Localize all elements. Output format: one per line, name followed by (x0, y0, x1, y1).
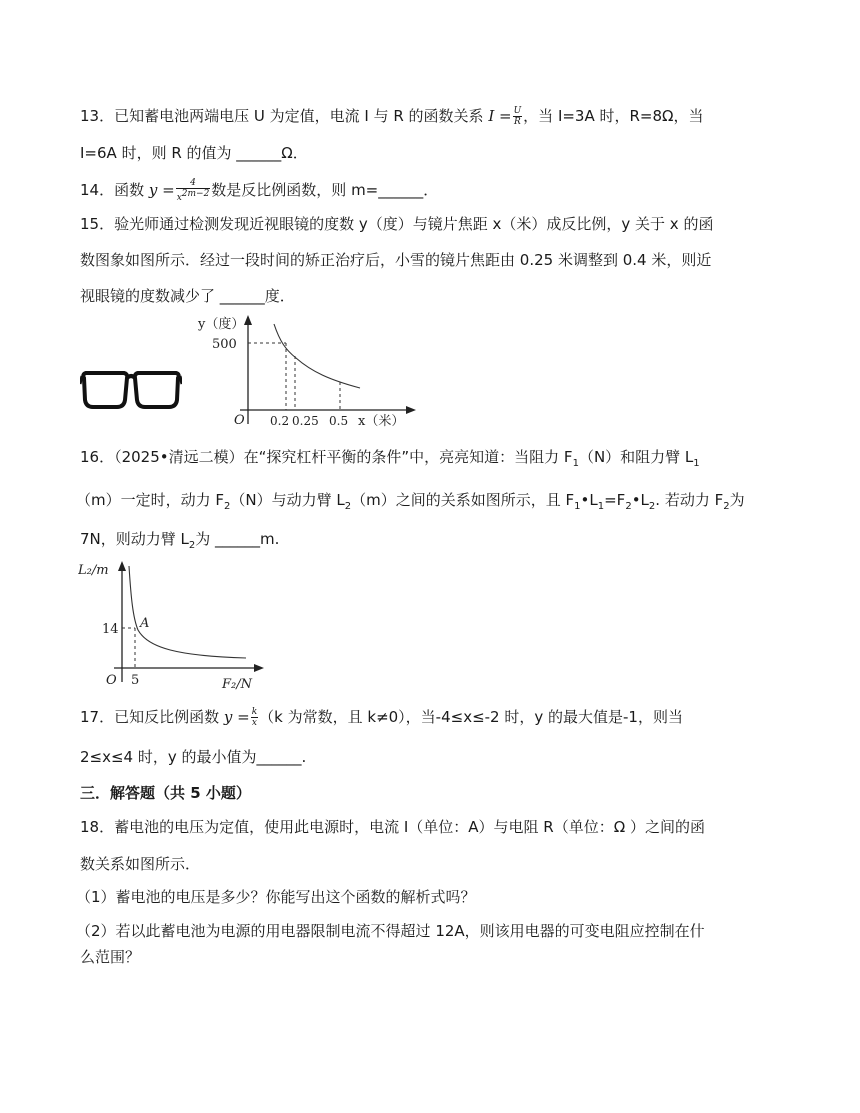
q15-x-arrow (406, 406, 416, 414)
q16-y-arrow (118, 561, 126, 571)
q16-line-3: 7N，则动力臂 $L_2$为 ______m. (80, 530, 280, 551)
q17-fraction: $\frac{k}{x}$ (251, 707, 258, 728)
q15-origin: O (234, 413, 245, 428)
q16-line-2: （m）一定时，动力 $F_2(N)$与动力臂 $L_2(m)$之间的关系如图所示，且 $F_1•L_1=F_2•L_2$. 若动力 $F_2$为 (76, 491, 745, 512)
q15-x-label: x（米） (358, 414, 405, 429)
q13-line-1: 13．已知蓄电池两端电压 U 为定值，电流 I 与 R 的函数关系 I = $\frac{U}{R}$ ，当 I=3A 时，R=8Ω，当 (80, 106, 704, 127)
q13-fraction: $\frac{U}{R}$ (513, 106, 522, 127)
q15-graph (190, 312, 420, 430)
q18-line-2: 数关系如图所示． (80, 855, 201, 873)
q15-x-tick-0: 0.2 (270, 414, 290, 428)
q15-y-tick: 500 (212, 337, 237, 352)
q16-graph (78, 558, 268, 698)
q16-x-tick: 5 (131, 673, 140, 688)
q15-line-1: 15．验光师通过检测发现近视眼镜的度数 y（度）与镜片焦距 x（米）成反比例，y 关于 x 的函 (80, 215, 714, 233)
q14-line: 14．函数 y = $\frac{4}{x^{2m-2}}$ 数是反比例函数，则 m=______． (80, 178, 439, 203)
q18-sub-2-line-1: （2）若以此蓄电池为电源的用电器限制电流不得超过 12A，则该用电器的可变电阻应控制在什 (76, 922, 705, 940)
q17-formula-lhs: y = (223, 708, 250, 726)
q13-line-2: I=6A 时，则 R 的值为 ______Ω． (80, 144, 308, 162)
q15-x-tick-1: 0.25 (292, 414, 319, 428)
q14-fraction: $\frac{4}{x^{2m-2}}$ (176, 178, 210, 203)
q15-y-arrow (244, 315, 252, 325)
q13-formula-lhs: I = (488, 107, 512, 125)
glasses-illustration (80, 370, 182, 412)
q16-line-1: 16．（2025•清远二模）在“探究杠杆平衡的条件”中，亮亮知道：当阻力 $F_1(N)$和阻力臂 $L_1$ (80, 448, 700, 469)
q16-curve (129, 566, 246, 658)
q18-sub-1: （1）蓄电池的电压是多少？你能写出这个函数的解析式吗？ (76, 888, 476, 906)
q15-y-label: y（度） (198, 317, 245, 332)
q16-point-label: A (140, 616, 150, 631)
section-3-heading: 三．解答题（共 5 小题） (80, 784, 251, 802)
q15-x-tick-2: 0.5 (329, 414, 349, 428)
q16-x-arrow (254, 664, 264, 672)
q18-line-1: 18．蓄电池的电压为定值，使用此电源时，电流 I（单位：A）与电阻 R（单位：Ω ）之间的函 (80, 818, 705, 836)
q16-origin: O (106, 673, 117, 688)
q17-line-2: 2≤x≤4 时，y 的最小值为______. (80, 748, 307, 766)
q18-sub-2-line-2: 么范围？ (80, 948, 141, 966)
q15-line-2: 数图象如图所示．经过一段时间的矫正治疗后，小雪的镜片焦距由 0.25 米调整到 0.4 米，则近 (80, 251, 712, 269)
q17-line-1: 17．已知反比例函数 y = $\frac{k}{x}$ （k 为常数，且 k≠0），当-4≤x≤-2 时，y 的最大值是-1，则当 (80, 707, 683, 728)
q15-line-3: 视眼镜的度数减少了 ______度． (80, 287, 295, 305)
q15-curve (274, 324, 360, 388)
q16-y-tick: 14 (102, 622, 119, 637)
q16-y-label: L₂/m (78, 563, 109, 578)
q14-formula-lhs: y = (148, 181, 175, 199)
q16-x-label: F₂/N (222, 677, 252, 692)
